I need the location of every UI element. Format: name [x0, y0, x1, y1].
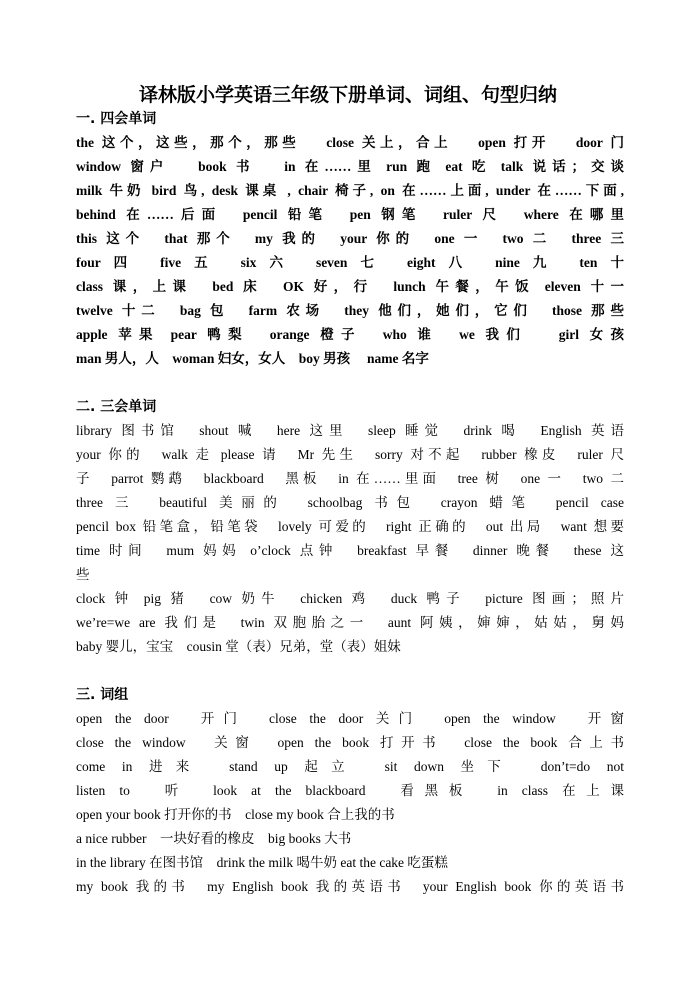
vocab-line: window 窗户 book 书 in 在……里 run 跑 eat 吃 talk 说话；交谈	[76, 159, 624, 174]
vocab-line: four 四 five 五 six 六 seven 七 eight 八 nine 九 ten 十	[76, 255, 624, 270]
vocab-line: 子 parrot 鹦鹉 blackboard 黑板 in 在……里面 tree 树 one 一 two 二	[76, 471, 624, 486]
vocab-line: class 课，上课 bed 床 OK 好，行 lunch 午餐，午饭 eleven 十一	[76, 279, 624, 294]
section-heading-three-skill-words: 二. 三会单词	[76, 399, 157, 415]
phrase-line: close the window 关窗 open the book 打开书 close the book 合上书	[76, 735, 624, 750]
vocab-line: behind 在……后面 pencil 铅笔 pen 钢笔 ruler 尺 where 在哪里	[76, 207, 624, 222]
phrase-line: open your book 打开你的书 close my book 合上我的书	[76, 807, 395, 822]
section-heading-phrases: 三. 词组	[76, 687, 129, 703]
vocab-line: twelve 十二 bag 包 farm 农场 they 他们，她们，它们 those 那些	[76, 303, 624, 318]
section-heading-four-skill-words: 一. 四会单词	[76, 111, 157, 127]
vocab-line: this 这个 that 那个 my 我的 your 你的 one 一 two 二 three 三	[76, 231, 624, 246]
phrase-line: in the library 在图书馆 drink the milk 喝牛奶 eat the cake 吃蛋糕	[76, 855, 448, 870]
vocab-line: 些	[76, 567, 90, 582]
vocab-line: the 这个，这些，那个，那些 close 关上，合上 open 打开 door 门	[76, 135, 624, 150]
vocab-line: we’re=we are 我们是 twin 双胞胎之一 aunt 阿姨，婶婶，姑姑，舅妈	[76, 615, 624, 630]
phrase-line: a nice rubber 一块好看的橡皮 big books 大书	[76, 831, 352, 846]
vocab-line: library 图书馆 shout 喊 here 这里 sleep 睡觉 drink 喝 English 英语	[76, 423, 624, 438]
vocab-line: baby 婴儿，宝宝 cousin 堂（表）兄弟，堂（表）姐妹	[76, 639, 401, 654]
document-title: 译林版小学英语三年级下册单词、词组、句型归纳	[138, 84, 557, 106]
phrase-line: come in 进来 stand up 起立 sit down 坐下 don’t=do not	[76, 759, 624, 774]
vocab-line: your 你的 walk 走 please 请 Mr 先生 sorry 对不起 rubber 橡皮 ruler 尺	[76, 447, 624, 462]
phrase-line: open the door 开门 close the door 关门 open the window 开窗	[76, 711, 624, 726]
vocab-line: man 男人，人 woman 妇女，女人 boy 男孩 name 名字	[76, 351, 429, 366]
vocab-line: milk 牛奶 bird 鸟, desk 课桌 , chair 椅子, on 在……上面, under 在……下面,	[76, 183, 624, 198]
vocab-line: time 时间 mum 妈妈 o’clock 点钟 breakfast 早餐 dinner 晚餐 these 这	[76, 543, 624, 558]
phrase-line: my book 我的书 my English book 我的英语书 your English book 你的英语书	[76, 879, 624, 894]
vocab-line: three 三 beautiful 美丽的 schoolbag 书包 crayon 蜡笔 pencil case	[76, 495, 624, 510]
vocab-line: pencil box 铅笔盒，铅笔袋 lovely 可爱的 right 正确的 out 出局 want 想要	[76, 519, 624, 534]
vocab-line: apple 苹果 pear 鸭梨 orange 橙子 who 谁 we 我们 girl 女孩	[76, 327, 624, 342]
vocab-line: clock 钟 pig 猪 cow 奶牛 chicken 鸡 duck 鸭子 picture 图画；照片	[76, 591, 624, 606]
phrase-line: listen to 听 look at the blackboard 看黑板 in class 在上课	[76, 783, 624, 798]
